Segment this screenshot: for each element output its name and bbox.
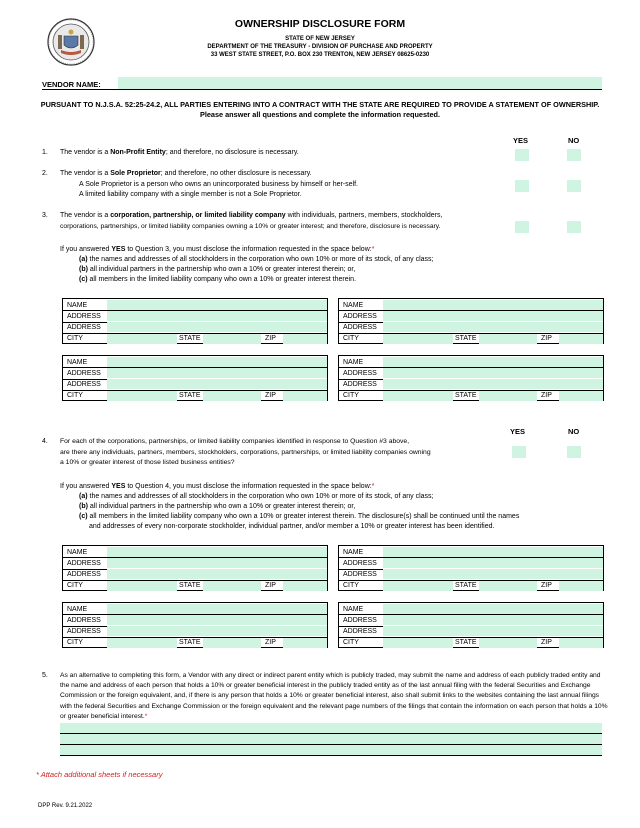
q3-no-checkbox[interactable] (567, 221, 581, 233)
q4-card-4-address-field-1[interactable] (383, 615, 603, 625)
q4-card-2-address-field-1[interactable] (383, 558, 603, 568)
vendor-divider (42, 89, 602, 90)
q4-card-2-zip-field[interactable] (559, 581, 603, 591)
q1-no-checkbox[interactable] (567, 149, 581, 161)
q4-card-1-state-label: STATE (179, 582, 201, 590)
q3-card-3-name-label: NAME (67, 358, 88, 366)
q4-card-3-city-label: CITY (67, 639, 83, 647)
q3-number: 3. (42, 212, 48, 219)
q3-card-1-disclosure-card (62, 298, 328, 344)
q3-card-1-name-field-0[interactable] (107, 300, 327, 310)
q4-number: 4. (42, 438, 48, 445)
q3-card-1-address-label: ADDRESS (67, 324, 101, 332)
q4-card-4-disclosure-card (338, 602, 604, 648)
q2-no-checkbox[interactable] (567, 180, 581, 192)
pursuant-statement (20, 100, 620, 120)
q5-text: As an alternative to completing this form, a Vendor with any direct or indirect parent entity which is publicly traded, may submit the name and address of each publicly traded entity and the name and address of each person that holds a 10% or greater beneficial interest in the publicly traded entity as of the last annual filing with the federal Securities and Exchange Commission or the foreign equivalent, and, if there is any person that holds a 10% or greater beneficial interest, also shall submit links to the websites containing the last annual filings with the federal Securities and Exchange Commission or the foreign equivalent and the relevant page numbers of the filings that contain the information on each person that holds a 10% or greater beneficial interest.* (60, 672, 608, 720)
q3-card-3-zip-field[interactable] (283, 391, 327, 401)
q3-card-2-address-field-1[interactable] (383, 311, 603, 321)
q3-card-3-address-label: ADDRESS (67, 369, 101, 377)
q4-card-3-name-label: NAME (67, 605, 88, 613)
attach-sheets-note: * Attach additional sheets if necessary (36, 770, 163, 779)
q4-card-3-disclosure-card (62, 602, 328, 648)
q3-card-4-zip-label: ZIP (541, 392, 552, 400)
q3-card-4-address-label: ADDRESS (343, 381, 377, 389)
q5-answer-line-2[interactable] (60, 734, 602, 744)
q4-card-4-address-label: ADDRESS (343, 628, 377, 636)
q3-card-3-address-label: ADDRESS (67, 381, 101, 389)
q4-card-1-zip-label: ZIP (265, 582, 276, 590)
q4-card-4-name-label: NAME (343, 605, 364, 613)
q5-number: 5. (42, 672, 48, 679)
q3-card-4-address-label: ADDRESS (343, 369, 377, 377)
q4-card-1-city-label: CITY (67, 582, 83, 590)
no-header-2: NO (568, 427, 580, 436)
q4-card-3-zip-label: ZIP (265, 639, 276, 647)
q2-text: The vendor is a Sole Proprietor; and therefore, no other disclosure is necessary. (60, 170, 312, 177)
q3-card-2-address-label: ADDRESS (343, 312, 377, 320)
q5-rule-3 (60, 755, 602, 756)
q3-card-1-address-field-2[interactable] (107, 322, 327, 332)
q3-card-3-address-field-2[interactable] (107, 379, 327, 389)
yes-header-2: YES (510, 427, 526, 436)
q3-card-3-zip-label: ZIP (265, 392, 276, 400)
q4-card-1-address-label: ADDRESS (67, 559, 101, 567)
q3-card-1-city-label: CITY (67, 335, 83, 343)
q3-yes-checkbox[interactable] (515, 221, 529, 233)
q3-card-3-state-field[interactable] (203, 391, 261, 401)
q4-card-4-zip-field[interactable] (559, 638, 603, 648)
q3-card-2-name-label: NAME (343, 301, 364, 309)
revision-label: DPP Rev. 9.21.2022 (38, 803, 93, 809)
q4-no-checkbox[interactable] (567, 446, 581, 458)
q3-card-1-city-field[interactable] (107, 334, 177, 344)
form-title: OWNERSHIP DISCLOSURE FORM (234, 18, 406, 30)
q4-card-1-address-field-1[interactable] (107, 558, 327, 568)
q3-card-3-address-field-1[interactable] (107, 368, 327, 378)
q4-card-3-name-field-0[interactable] (107, 604, 327, 614)
q4-yes-checkbox[interactable] (512, 446, 526, 458)
q4-card-1-name-label: NAME (67, 548, 88, 556)
q3-card-2-state-field[interactable] (479, 334, 537, 344)
vendor-name-label: VENDOR NAME: (42, 80, 101, 89)
no-header: NO (568, 136, 580, 145)
q4-card-4-zip-label: ZIP (541, 639, 552, 647)
department-name: DEPARTMENT OF THE TREASURY - DIVISION OF PURCHASE AND PROPERTY (207, 44, 433, 50)
yes-header: YES (513, 136, 529, 145)
q4-card-3-zip-field[interactable] (283, 638, 327, 648)
q4-card-4-address-label: ADDRESS (343, 616, 377, 624)
q4-instructions: If you answered YES to Question 4, you must disclose the information requested in the space below:* (a) the names and addresses of all stockholders in the corporation who own 10% or more of its stock, of any class; (b) all individual partners in the partnership who own a 10% or greater interest therein; or, (c) all members in the limited liability company who own a 10% or greater interest therein. The disclosure(s) shall be continued until the names and addresses of every non-corporate stockholder, individual partner, and/or member a 10% or greater interest has been identified. (60, 483, 520, 530)
q4-card-4-name-field-0[interactable] (383, 604, 603, 614)
q4-card-4-state-field[interactable] (479, 638, 537, 648)
q3-card-3-disclosure-card (62, 355, 328, 401)
q3-card-4-city-label: CITY (343, 392, 359, 400)
q3-card-4-address-field-2[interactable] (383, 379, 603, 389)
q4-card-3-city-field[interactable] (107, 638, 177, 648)
q4-card-1-state-field[interactable] (203, 581, 261, 591)
q3-card-2-address-field-2[interactable] (383, 322, 603, 332)
q2-note-2: A limited liability company with a single member is not a Sole Proprietor. (79, 191, 302, 198)
q4-card-2-state-label: STATE (455, 582, 477, 590)
q3-card-3-name-field-0[interactable] (107, 357, 327, 367)
q1-text: The vendor is a Non-Profit Entity; and therefore, no disclosure is necessary. (60, 149, 299, 156)
q2-yes-checkbox[interactable] (515, 180, 529, 192)
q4-card-4-state-label: STATE (455, 639, 477, 647)
q3-card-4-address-field-1[interactable] (383, 368, 603, 378)
q3-card-4-city-field[interactable] (383, 391, 453, 401)
vendor-name-field[interactable] (118, 77, 602, 89)
q4-card-1-address-field-2[interactable] (107, 569, 327, 579)
q3-card-1-state-field[interactable] (203, 334, 261, 344)
q4-card-3-address-field-1[interactable] (107, 615, 327, 625)
q3-card-2-city-field[interactable] (383, 334, 453, 344)
pursuant-line-2: Please answer all questions and complete the information requested. (199, 110, 441, 119)
q4-card-2-address-field-2[interactable] (383, 569, 603, 579)
q4-card-2-name-field-0[interactable] (383, 547, 603, 557)
q4-card-4-address-field-2[interactable] (383, 626, 603, 636)
q1-yes-checkbox[interactable] (515, 149, 529, 161)
q4-card-1-zip-field[interactable] (283, 581, 327, 591)
q4-card-3-address-label: ADDRESS (67, 628, 101, 636)
q3-card-4-name-label: NAME (343, 358, 364, 366)
q3-card-1-state-label: STATE (179, 335, 201, 343)
q4-card-1-name-field-0[interactable] (107, 547, 327, 557)
q4-card-2-city-field[interactable] (383, 581, 453, 591)
q3-card-3-state-label: STATE (179, 392, 201, 400)
pursuant-line-1: PURSUANT TO N.J.S.A. 52:25-24.2, ALL PARTIES ENTERING INTO A CONTRACT WITH THE STATE ARE REQUIRED TO PROVIDE A STATEMENT OF OWNERSHIP. (40, 100, 600, 109)
q3-card-2-address-label: ADDRESS (343, 324, 377, 332)
q3-card-2-zip-field[interactable] (559, 334, 603, 344)
q3-card-4-zip-field[interactable] (559, 391, 603, 401)
q5-answer-line-3[interactable] (60, 745, 602, 755)
q2-number: 2. (42, 170, 48, 177)
q4-card-3-state-label: STATE (179, 639, 201, 647)
q4-card-3-address-field-2[interactable] (107, 626, 327, 636)
q3-card-2-name-field-0[interactable] (383, 300, 603, 310)
q3-card-2-city-label: CITY (343, 335, 359, 343)
q4-card-2-address-label: ADDRESS (343, 571, 377, 579)
q3-card-1-zip-field[interactable] (283, 334, 327, 344)
q3-card-1-zip-label: ZIP (265, 335, 276, 343)
q4-card-2-city-label: CITY (343, 582, 359, 590)
q3-card-4-name-field-0[interactable] (383, 357, 603, 367)
q4-card-4-city-field[interactable] (383, 638, 453, 648)
q4-card-3-state-field[interactable] (203, 638, 261, 648)
q3-text: The vendor is a corporation, partnership, or limited liability company with individuals, partners, members, stockholders, corporations, partnerships, or limited liability companies owning a 10% or greater interest; and therefore, disclosure is necessary. (60, 212, 443, 230)
q4-card-2-zip-label: ZIP (541, 582, 552, 590)
q4-card-4-city-label: CITY (343, 639, 359, 647)
q3-card-2-state-label: STATE (455, 335, 477, 343)
q4-card-2-disclosure-card (338, 545, 604, 591)
q4-text: For each of the corporations, partnerships, or limited liability companies identified in response to Question #3 above, are there any individuals, partners, members, stockholders, corporations, partnerships, or limited liability companies owning a 10% or greater interest of those listed business entities? (60, 438, 431, 466)
q2-note-1: A Sole Proprietor is a person who owns an unincorporated business by himself or her-self. (79, 181, 358, 188)
q1-number: 1. (42, 149, 48, 156)
q4-card-2-state-field[interactable] (479, 581, 537, 591)
q3-card-3-city-field[interactable] (107, 391, 177, 401)
q4-card-1-disclosure-card (62, 545, 328, 591)
q3-card-4-state-field[interactable] (479, 391, 537, 401)
q3-card-1-address-field-1[interactable] (107, 311, 327, 321)
q4-card-2-name-label: NAME (343, 548, 364, 556)
q4-card-1-address-label: ADDRESS (67, 571, 101, 579)
q3-card-2-zip-label: ZIP (541, 335, 552, 343)
q3-card-1-name-label: NAME (67, 301, 88, 309)
q3-card-1-address-label: ADDRESS (67, 312, 101, 320)
q4-card-1-city-field[interactable] (107, 581, 177, 591)
q3-card-4-disclosure-card (338, 355, 604, 401)
q3-card-3-city-label: CITY (67, 392, 83, 400)
q3-card-2-disclosure-card (338, 298, 604, 344)
q3-card-4-state-label: STATE (455, 392, 477, 400)
q4-card-3-address-label: ADDRESS (67, 616, 101, 624)
state-name: STATE OF NEW JERSEY (285, 36, 355, 42)
q4-card-2-address-label: ADDRESS (343, 559, 377, 567)
q5-answer-line-1[interactable] (60, 723, 602, 733)
department-address: 33 WEST STATE STREET, P.O. BOX 230 TRENTON, NEW JERSEY 08625-0230 (210, 52, 430, 58)
q3-instructions: If you answered YES to Question 3, you must disclose the information requested in the space below:* (a) the names and addresses of all stockholders in the corporation who own 10% or more of its stock, of any class; (b) all individual partners in the partnership who own a 10% or greater interest therein; or, (c) all members in the limited liability company who own a 10% or greater interest therein. (60, 246, 434, 283)
